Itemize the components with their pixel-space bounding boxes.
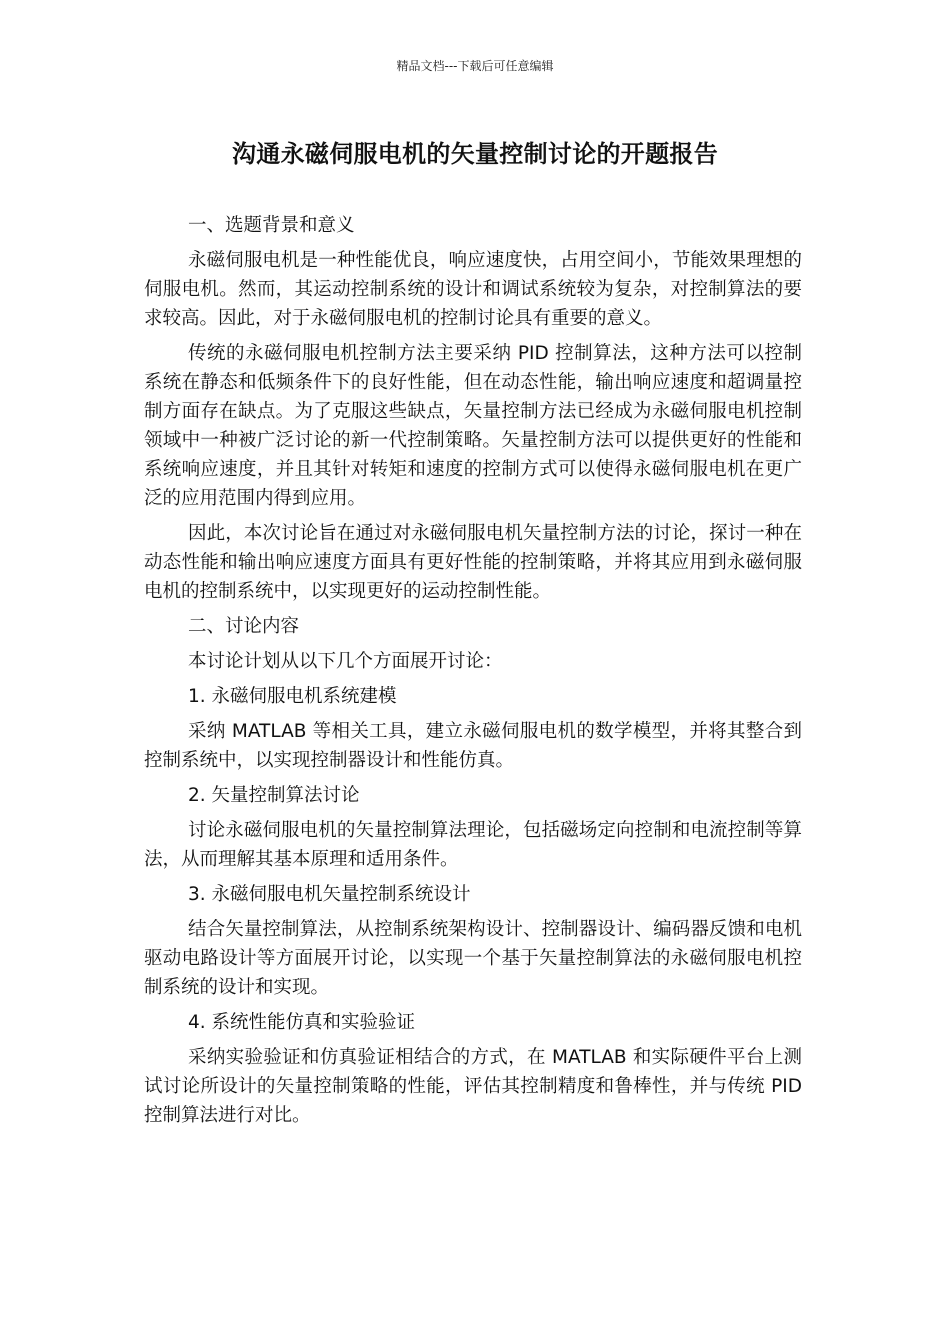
subsection-heading: 4. 系统性能仿真和实验验证	[188, 1012, 416, 1033]
page-header: 精品文档---下载后可任意编辑	[396, 59, 554, 73]
section-heading-background: 一、选题背景和意义	[188, 215, 355, 236]
subsection-heading: 1. 永磁伺服电机系统建模	[188, 686, 397, 707]
body-paragraph: 传统的永磁伺服电机控制方法主要采纳 PID 控制算法，这种方法可以控制系统在静态和低频条件下的良好性能，但在动态性能，输出响应速度和超调量控制方面存在缺点。为了克服这些缺点，矢量控制方法已经成为永磁伺服电机控制领域中一种被广泛讨论的新一代控制策略。矢量控制方法可以提供更好的性能和系统响应速度，并且其针对转矩和速度的控制方式可以使得永磁伺服电机在更广泛的应用范围内得到应用。	[144, 343, 802, 509]
body-paragraph: 结合矢量控制算法，从控制系统架构设计、控制器设计、编码器反馈和电机驱动电路设计等方面展开讨论，以实现一个基于矢量控制算法的永磁伺服电机控制系统的设计和实现。	[144, 919, 802, 998]
body-paragraph: 采纳实验验证和仿真验证相结合的方式，在 MATLAB 和实际硬件平台上测试讨论所设计的矢量控制策略的性能，评估其控制精度和鲁棒性，并与传统 PID 控制算法进行对比。	[144, 1047, 802, 1126]
subsection-heading: 2. 矢量控制算法讨论	[188, 785, 360, 806]
document-title: 沟通永磁伺服电机的矢量控制讨论的开题报告	[232, 140, 718, 168]
document-body	[144, 211, 802, 1136]
body-paragraph: 永磁伺服电机是一种性能优良，响应速度快，占用空间小，节能效果理想的伺服电机。然而，其运动控制系统的设计和调试系统较为复杂，对控制算法的要求较高。因此，对于永磁伺服电机的控制讨论具有重要的意义。	[144, 250, 802, 329]
body-paragraph: 采纳 MATLAB 等相关工具，建立永磁伺服电机的数学模型，并将其整合到控制系统中，以实现控制器设计和性能仿真。	[144, 721, 802, 771]
body-paragraph: 讨论永磁伺服电机的矢量控制算法理论，包括磁场定向控制和电流控制等算法，从而理解其基本原理和适用条件。	[144, 820, 802, 870]
body-paragraph: 因此，本次讨论旨在通过对永磁伺服电机矢量控制方法的讨论，探讨一种在动态性能和输出响应速度方面具有更好性能的控制策略，并将其应用到永磁伺服电机的控制系统中，以实现更好的运动控制性能。	[144, 523, 802, 602]
section-heading-content: 二、讨论内容	[188, 616, 300, 637]
body-paragraph: 本讨论计划从以下几个方面展开讨论：	[188, 651, 503, 672]
subsection-heading: 3. 永磁伺服电机矢量控制系统设计	[188, 884, 471, 905]
